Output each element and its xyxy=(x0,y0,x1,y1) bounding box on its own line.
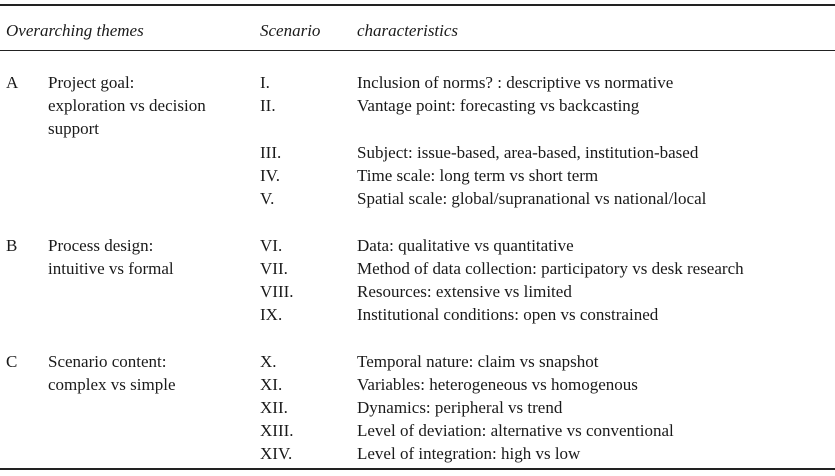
scenario-number: XI. xyxy=(260,375,283,394)
scenario-number: IV. xyxy=(260,166,280,185)
header-scenario: Scenario xyxy=(260,21,321,40)
characteristic-text: Subject: issue-based, area-based, institution-based xyxy=(357,143,699,162)
characteristic-text: Variables: heterogeneous vs homogenous xyxy=(357,375,638,394)
characteristic-text: Resources: extensive vs limited xyxy=(357,282,572,301)
theme-line: support xyxy=(48,119,99,138)
theme-line: intuitive vs formal xyxy=(48,259,174,278)
characteristic-text: Dynamics: peripheral vs trend xyxy=(357,398,563,417)
table-bottom-rule xyxy=(0,468,835,470)
theme-line: Project goal: xyxy=(48,73,135,92)
table-top-rule xyxy=(0,4,835,6)
theme-line: complex vs simple xyxy=(48,375,176,394)
theme-line: exploration vs decision xyxy=(48,96,206,115)
characteristic-text: Level of deviation: alternative vs conventional xyxy=(357,421,674,440)
group-letter: C xyxy=(6,352,18,371)
group-letter: A xyxy=(6,73,19,92)
scenario-number: V. xyxy=(260,189,275,208)
scenario-number: VI. xyxy=(260,236,283,255)
theme-line: Process design: xyxy=(48,236,154,255)
characteristic-text: Vantage point: forecasting vs backcasting xyxy=(357,96,640,115)
scenario-number: IX. xyxy=(260,305,283,324)
header-overarching-themes: Overarching themes xyxy=(6,21,144,40)
group-letter: B xyxy=(6,236,18,255)
scenario-number: III. xyxy=(260,143,282,162)
scenario-number: XIV. xyxy=(260,444,293,463)
header-characteristics: characteristics xyxy=(357,21,459,40)
scenario-number: I. xyxy=(260,73,270,92)
scenario-number: XIII. xyxy=(260,421,294,440)
characteristic-text: Method of data collection: participatory vs desk research xyxy=(357,259,744,278)
scenario-number: VII. xyxy=(260,259,288,278)
scenario-number: VIII. xyxy=(260,282,294,301)
characteristic-text: Inclusion of norms? : descriptive vs normative xyxy=(357,73,674,92)
scenario-number: II. xyxy=(260,96,276,115)
characteristic-text: Time scale: long term vs short term xyxy=(357,166,599,185)
theme-line: Scenario content: xyxy=(48,352,167,371)
scenario-number: XII. xyxy=(260,398,288,417)
characteristic-text: Spatial scale: global/supranational vs national/local xyxy=(357,189,707,208)
characteristic-text: Temporal nature: claim vs snapshot xyxy=(357,352,599,371)
header-rule xyxy=(0,50,835,51)
characteristic-text: Data: qualitative vs quantitative xyxy=(357,236,574,255)
characteristic-text: Level of integration: high vs low xyxy=(357,444,581,463)
characteristic-text: Institutional conditions: open vs constrained xyxy=(357,305,659,324)
scenario-number: X. xyxy=(260,352,277,371)
